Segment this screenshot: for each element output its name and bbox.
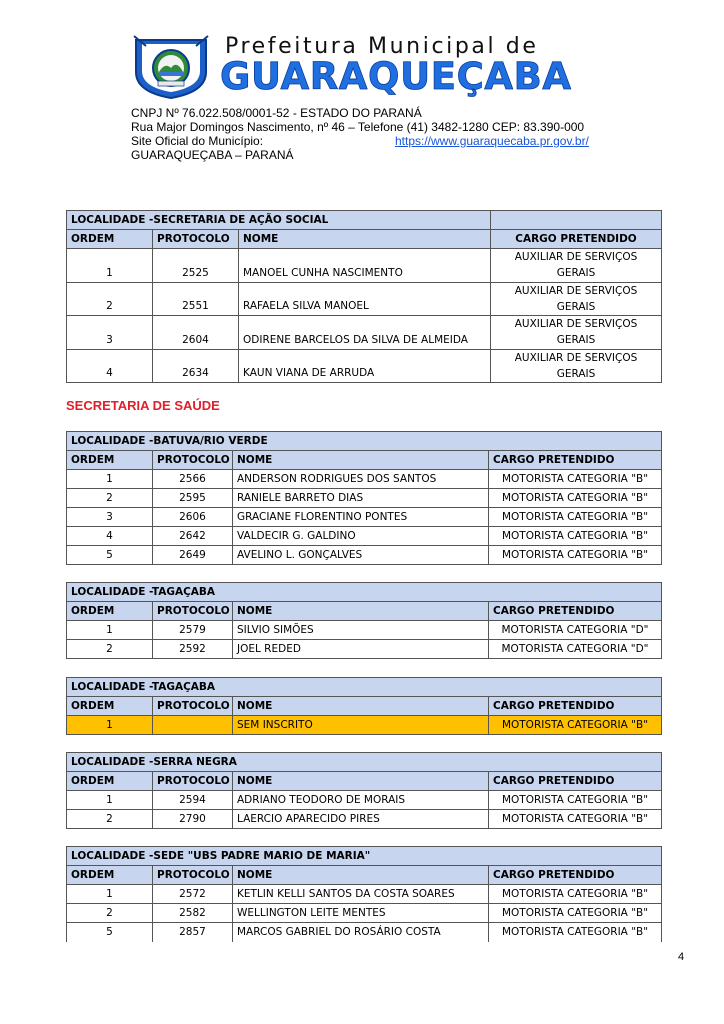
table-row bbox=[67, 923, 662, 942]
table-row bbox=[67, 885, 662, 904]
cell-cargo: MOTORISTA CATEGORIA "B" bbox=[489, 489, 662, 508]
table-row bbox=[67, 489, 662, 508]
cell-protocolo: 2579 bbox=[153, 621, 233, 640]
table-serra-negra bbox=[66, 752, 662, 829]
table-row bbox=[67, 621, 662, 640]
table-row bbox=[67, 791, 662, 810]
cell-ordem: 5 bbox=[67, 546, 153, 565]
table-row bbox=[67, 904, 662, 923]
col-protocolo: PROTOCOLO bbox=[153, 772, 233, 791]
header-site-link[interactable]: https://www.guaraquecaba.pr.gov.br/ bbox=[395, 134, 589, 148]
cell-ordem: 2 bbox=[67, 810, 153, 829]
header-cnpj: CNPJ Nº 76.022.508/0001-52 - ESTADO DO PARANÁ bbox=[131, 106, 422, 120]
col-nome: NOME bbox=[233, 602, 489, 621]
cell-ordem: 3 bbox=[67, 316, 153, 350]
cell-protocolo: 2790 bbox=[153, 810, 233, 829]
cell-cargo: MOTORISTA CATEGORIA "B" bbox=[489, 546, 662, 565]
cell-protocolo: 2642 bbox=[153, 527, 233, 546]
cell-ordem: 2 bbox=[67, 640, 153, 659]
column-header-row bbox=[67, 866, 662, 885]
cell-cargo: AUXILIAR DE SERVIÇOS GERAIS bbox=[491, 249, 662, 283]
col-nome: NOME bbox=[233, 772, 489, 791]
col-protocolo: PROTOCOLO bbox=[153, 697, 233, 716]
col-nome: NOME bbox=[233, 866, 489, 885]
cell-cargo: MOTORISTA CATEGORIA "D" bbox=[489, 640, 662, 659]
col-cargo: CARGO PRETENDIDO bbox=[489, 866, 662, 885]
cell-nome: ADRIANO TEODORO DE MORAIS bbox=[233, 791, 489, 810]
table-row bbox=[67, 282, 662, 316]
localidade-label: LOCALIDADE -SECRETARIA DE AÇÃO SOCIAL bbox=[67, 211, 491, 230]
column-header-row bbox=[67, 602, 662, 621]
localidade-label: LOCALIDADE -SERRA NEGRA bbox=[67, 753, 662, 772]
cell-cargo: MOTORISTA CATEGORIA "B" bbox=[489, 923, 662, 942]
cell-protocolo: 2594 bbox=[153, 791, 233, 810]
cell-ordem: 1 bbox=[67, 249, 153, 283]
cell-cargo: MOTORISTA CATEGORIA "D" bbox=[489, 621, 662, 640]
col-ordem: ORDEM bbox=[67, 602, 153, 621]
header-title-line1: Prefeitura Municipal de bbox=[225, 34, 539, 59]
table-row bbox=[67, 508, 662, 527]
col-cargo: CARGO PRETENDIDO bbox=[489, 697, 662, 716]
cell-protocolo: 2582 bbox=[153, 904, 233, 923]
cell-ordem: 2 bbox=[67, 282, 153, 316]
cell-nome: KETLIN KELLI SANTOS DA COSTA SOARES bbox=[233, 885, 489, 904]
localidade-empty-cell bbox=[491, 211, 662, 230]
localidade-row bbox=[67, 432, 662, 451]
cell-ordem: 1 bbox=[67, 470, 153, 489]
table-row bbox=[67, 316, 662, 350]
localidade-label: LOCALIDADE -TAGAÇABA bbox=[67, 583, 662, 602]
table-row bbox=[67, 546, 662, 565]
col-cargo: CARGO PRETENDIDO bbox=[489, 772, 662, 791]
cell-protocolo: 2592 bbox=[153, 640, 233, 659]
cell-protocolo: 2525 bbox=[153, 249, 239, 283]
cell-nome: RAFAELA SILVA MANOEL bbox=[239, 282, 491, 316]
localidade-label: LOCALIDADE -TAGAÇABA bbox=[67, 678, 662, 697]
cell-nome: RANIELE BARRETO DIAS bbox=[233, 489, 489, 508]
cell-ordem: 1 bbox=[67, 716, 153, 735]
cell-cargo: MOTORISTA CATEGORIA "B" bbox=[489, 527, 662, 546]
column-header-row bbox=[67, 230, 662, 249]
table-tagacaba-b bbox=[66, 677, 662, 735]
cell-nome: WELLINGTON LEITE MENTES bbox=[233, 904, 489, 923]
col-nome: NOME bbox=[233, 697, 489, 716]
table-row bbox=[67, 527, 662, 546]
cell-cargo: AUXILIAR DE SERVIÇOS GERAIS bbox=[491, 349, 662, 383]
cell-nome: GRACIANE FLORENTINO PONTES bbox=[233, 508, 489, 527]
localidade-row bbox=[67, 211, 662, 230]
header-site-line bbox=[131, 134, 589, 148]
col-cargo: CARGO PRETENDIDO bbox=[489, 451, 662, 470]
cell-nome: ODIRENE BARCELOS DA SILVA DE ALMEIDA bbox=[239, 316, 491, 350]
col-protocolo: PROTOCOLO bbox=[153, 230, 239, 249]
localidade-row bbox=[67, 753, 662, 772]
col-ordem: ORDEM bbox=[67, 697, 153, 716]
localidade-label: LOCALIDADE -BATUVA/RIO VERDE bbox=[67, 432, 662, 451]
col-ordem: ORDEM bbox=[67, 772, 153, 791]
table-row bbox=[67, 810, 662, 829]
cell-nome: ANDERSON RODRIGUES DOS SANTOS bbox=[233, 470, 489, 489]
cell-cargo: AUXILIAR DE SERVIÇOS GERAIS bbox=[491, 282, 662, 316]
cell-ordem: 1 bbox=[67, 621, 153, 640]
col-cargo: CARGO PRETENDIDO bbox=[491, 230, 662, 249]
cell-protocolo: 2606 bbox=[153, 508, 233, 527]
localidade-row bbox=[67, 847, 662, 866]
col-nome: NOME bbox=[233, 451, 489, 470]
cell-protocolo: 2551 bbox=[153, 282, 239, 316]
cell-ordem: 5 bbox=[67, 923, 153, 942]
section-title-saude: SECRETARIA DE SAÚDE bbox=[66, 398, 220, 413]
page-number: 4 bbox=[678, 951, 685, 963]
table-row bbox=[67, 349, 662, 383]
cell-cargo: MOTORISTA CATEGORIA "B" bbox=[489, 791, 662, 810]
cell-protocolo bbox=[153, 716, 233, 735]
table-row bbox=[67, 470, 662, 489]
cell-ordem: 1 bbox=[67, 791, 153, 810]
cell-protocolo: 2572 bbox=[153, 885, 233, 904]
table-tagacaba-d bbox=[66, 582, 662, 659]
header-title-line2: GUARAQUEÇABA bbox=[220, 55, 572, 98]
col-ordem: ORDEM bbox=[67, 866, 153, 885]
cell-cargo: MOTORISTA CATEGORIA "B" bbox=[489, 508, 662, 527]
cell-protocolo: 2566 bbox=[153, 470, 233, 489]
cell-cargo: MOTORISTA CATEGORIA "B" bbox=[489, 885, 662, 904]
table-row-highlighted bbox=[67, 716, 662, 735]
col-cargo: CARGO PRETENDIDO bbox=[489, 602, 662, 621]
localidade-row bbox=[67, 678, 662, 697]
cell-nome: SEM INSCRITO bbox=[233, 716, 489, 735]
cell-protocolo: 2604 bbox=[153, 316, 239, 350]
table-row bbox=[67, 249, 662, 283]
col-protocolo: PROTOCOLO bbox=[153, 451, 233, 470]
cell-nome: KAUN VIANA DE ARRUDA bbox=[239, 349, 491, 383]
cell-cargo: MOTORISTA CATEGORIA "B" bbox=[489, 904, 662, 923]
cell-nome: MANOEL CUNHA NASCIMENTO bbox=[239, 249, 491, 283]
cell-ordem: 4 bbox=[67, 527, 153, 546]
cell-nome: JOEL REDED bbox=[233, 640, 489, 659]
cell-cargo: AUXILIAR DE SERVIÇOS GERAIS bbox=[491, 316, 662, 350]
municipal-coat-of-arms-logo bbox=[132, 34, 210, 100]
column-header-row bbox=[67, 697, 662, 716]
cell-ordem: 2 bbox=[67, 489, 153, 508]
cell-protocolo: 2649 bbox=[153, 546, 233, 565]
col-protocolo: PROTOCOLO bbox=[153, 866, 233, 885]
col-protocolo: PROTOCOLO bbox=[153, 602, 233, 621]
table-batuva-rio-verde bbox=[66, 431, 662, 565]
cell-cargo: MOTORISTA CATEGORIA "B" bbox=[489, 716, 662, 735]
cell-nome: AVELINO L. GONÇALVES bbox=[233, 546, 489, 565]
cell-nome: VALDECIR G. GALDINO bbox=[233, 527, 489, 546]
table-row bbox=[67, 640, 662, 659]
header-site-label: Site Oficial do Município: bbox=[131, 134, 264, 148]
header-address: Rua Major Domingos Nascimento, nº 46 – Telefone (41) 3482-1280 CEP: 83.390-000 bbox=[131, 120, 585, 134]
cell-cargo: MOTORISTA CATEGORIA "B" bbox=[489, 470, 662, 489]
cell-nome: SILVIO SIMÕES bbox=[233, 621, 489, 640]
cell-protocolo: 2634 bbox=[153, 349, 239, 383]
col-nome: NOME bbox=[239, 230, 491, 249]
cell-nome: MARCOS GABRIEL DO ROSÁRIO COSTA bbox=[233, 923, 489, 942]
column-header-row bbox=[67, 772, 662, 791]
cell-ordem: 3 bbox=[67, 508, 153, 527]
header-city: GUARAQUEÇABA – PARANÁ bbox=[131, 148, 294, 162]
col-ordem: ORDEM bbox=[67, 230, 153, 249]
cell-ordem: 1 bbox=[67, 885, 153, 904]
cell-protocolo: 2595 bbox=[153, 489, 233, 508]
cell-protocolo: 2857 bbox=[153, 923, 233, 942]
col-ordem: ORDEM bbox=[67, 451, 153, 470]
localidade-label: LOCALIDADE -SEDE "UBS PADRE MARIO DE MARIA" bbox=[67, 847, 662, 866]
cell-nome: LAERCIO APARECIDO PIRES bbox=[233, 810, 489, 829]
cell-ordem: 2 bbox=[67, 904, 153, 923]
cell-cargo: MOTORISTA CATEGORIA "B" bbox=[489, 810, 662, 829]
column-header-row bbox=[67, 451, 662, 470]
table-sede-ubs bbox=[66, 846, 662, 942]
table-acao-social bbox=[66, 210, 662, 383]
cell-ordem: 4 bbox=[67, 349, 153, 383]
localidade-row bbox=[67, 583, 662, 602]
